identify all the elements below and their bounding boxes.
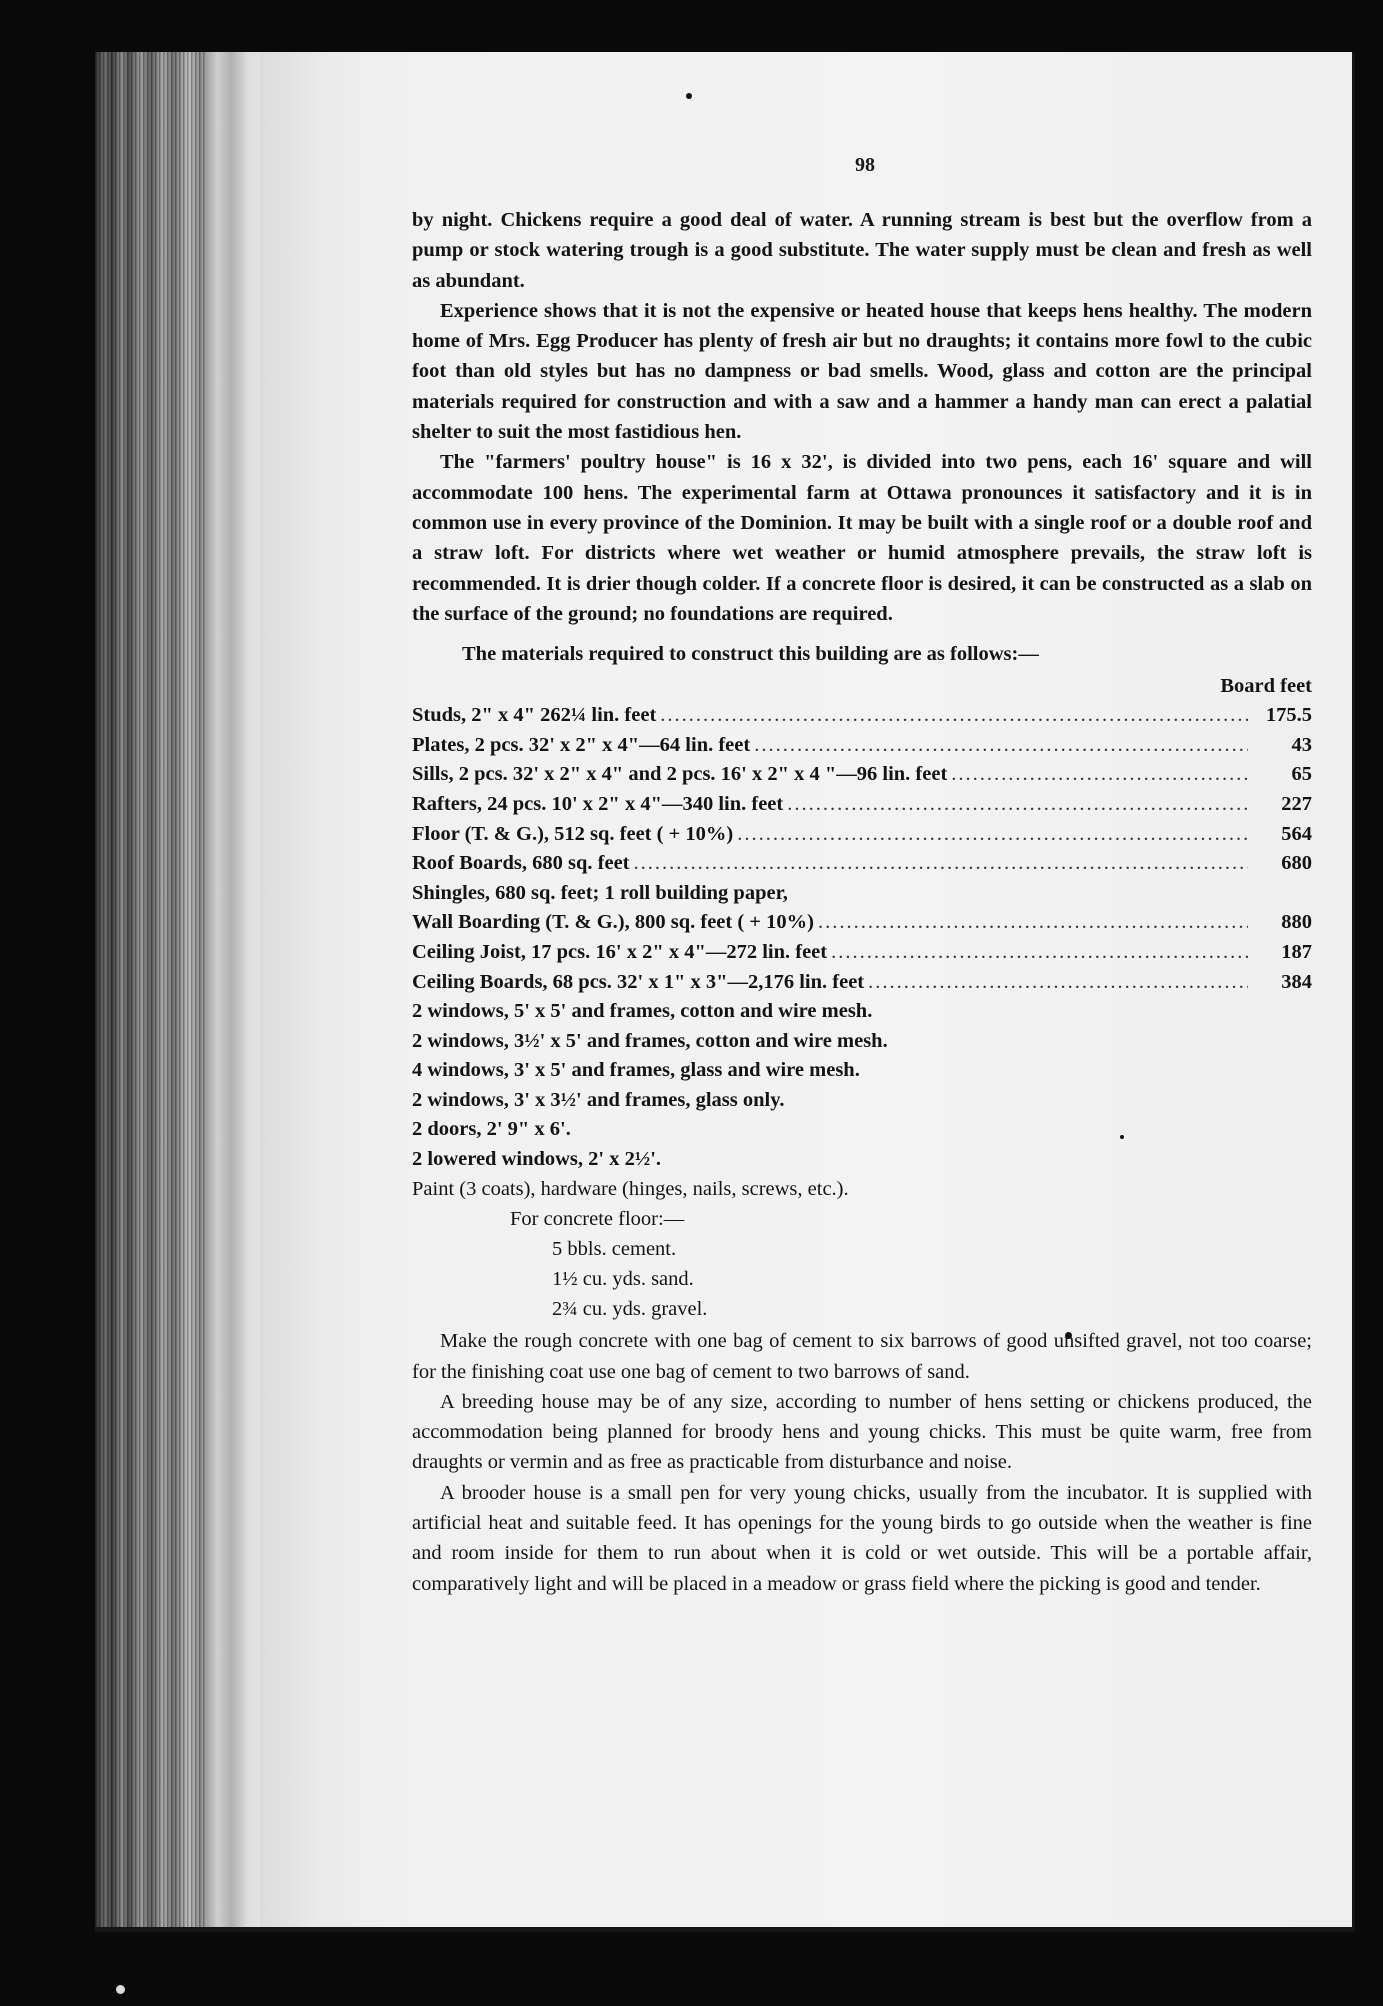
material-row — [412, 968, 1312, 998]
leader-dots — [737, 820, 1248, 850]
window-item: 2 windows, 5' x 5' and frames, cotton and wire mesh. — [412, 1000, 873, 1023]
material-item: Rafters, 24 pcs. 10' x 2" x 4"—340 lin. feet — [412, 792, 784, 815]
window-item: 2 windows, 3' x 3½' and frames, glass only. — [412, 1088, 785, 1111]
board-feet-value: 680 — [1281, 852, 1312, 875]
leader-dots — [754, 731, 1248, 761]
board-feet-value: 227 — [1281, 792, 1312, 815]
leader-dots — [951, 760, 1248, 790]
shingles-line: Shingles, 680 sq. feet; 1 roll building paper, — [412, 881, 788, 904]
board-feet-value: 187 — [1281, 940, 1312, 963]
board-feet-value: 175.5 — [1265, 704, 1312, 727]
paragraph: The "farmers' poultry house" is 16 x 32', is divided into two pens, each 16' square and will accommodate 100 hens. The experimental farm at Ottawa pronounces it satisfactory and it is in common use in every province of the Dominion. It may be built with a single roof or a double roof and a straw loft. For districts where wet weather or humid atmosphere prevails, the straw loft is recommended. It is drier though colder. If a concrete floor is desired, it can be constructed as a slab on the surface of the ground; no foundations are required. — [412, 451, 1312, 625]
board-feet-value: 880 — [1281, 911, 1312, 934]
leader-dots — [787, 790, 1248, 820]
concrete-item: 5 bbls. cement. — [552, 1238, 677, 1261]
material-row — [412, 731, 1312, 761]
window-item: 2 lowered windows, 2' x 2½'. — [412, 1148, 662, 1171]
concrete-item: 2¾ cu. yds. gravel. — [552, 1298, 708, 1321]
leader-dots — [868, 968, 1248, 998]
board-feet-value: 43 — [1291, 733, 1312, 756]
board-feet-value: 65 — [1291, 763, 1312, 786]
lower-paragraphs — [412, 1326, 1312, 1599]
paragraph: Experience shows that it is not the expensive or heated house that keeps hens healthy. The modern home of Mrs. Egg Producer has plenty of fresh air but no draughts; it contains more fowl to the cubic foot than old styles but has no dampness or bad smells. Wood, glass and cotton are the principal materials required for construction and with a saw and a hammer a handy man can erect a palatial shelter to suit the most fastidious hen. — [412, 299, 1312, 444]
concrete-heading: For concrete floor:— — [510, 1208, 685, 1231]
leader-dots — [831, 938, 1248, 968]
material-row — [412, 849, 1312, 879]
material-item: Ceiling Joist, 17 pcs. 16' x 2" x 4"—272 lin. feet — [412, 940, 828, 963]
board-feet-value: 384 — [1281, 970, 1312, 993]
window-item: 2 windows, 3½' x 5' and frames, cotton and wire mesh. — [412, 1029, 888, 1052]
paragraph: by night. Chickens require a good deal of water. A running stream is best but the overflow from a pump or stock watering trough is a good substitute. The water supply must be clean and fresh as well as abundant. — [412, 209, 1312, 292]
materials-intro: The materials required to construct this building are as follows:— — [462, 643, 1039, 666]
material-row — [412, 760, 1312, 790]
paragraph: A breeding house may be of any size, according to number of hens setting or chickens produced, the accommodation being planned for broody hens and young chicks. This must be quite warm, free from draughts or vermin and as free as practicable from disturbance and noise. — [412, 1390, 1312, 1474]
leader-dots — [818, 908, 1248, 938]
door-item: 2 doors, 2' 9" x 6'. — [412, 1118, 571, 1141]
material-item: Wall Boarding (T. & G.), 800 sq. feet ( + 10%) — [412, 911, 814, 934]
page-edge-lines — [95, 52, 205, 1927]
material-item: Floor (T. & G.), 512 sq. feet ( + 10%) — [412, 822, 734, 845]
material-item: Roof Boards, 680 sq. feet — [412, 852, 630, 875]
material-row — [412, 790, 1312, 820]
leader-dots — [634, 849, 1248, 879]
material-item: Plates, 2 pcs. 32' x 2" x 4"—64 lin. feet — [412, 733, 751, 756]
leader-dots — [660, 701, 1248, 731]
material-row — [412, 701, 1312, 731]
scan-speck — [686, 93, 692, 99]
concrete-item: 1½ cu. yds. sand. — [552, 1268, 694, 1291]
material-item: Ceiling Boards, 68 pcs. 32' x 1" x 3"—2,176 lin. feet — [412, 970, 865, 993]
material-item: Studs, 2" x 4" 262¼ lin. feet — [412, 704, 657, 727]
paragraph: A brooder house is a small pen for very young chicks, usually from the incubator. It is supplied with artificial heat and suitable feed. It has openings for the young birds to go outside when the weather is fine and room inside for them to run about when it is cold or wet outside. This will be a portable affair, comparatively light and will be placed in a meadow or grass field where the picking is good and tender. — [412, 1481, 1312, 1595]
scan-speck — [116, 1985, 125, 1994]
material-row — [412, 938, 1312, 968]
page-text — [412, 205, 1312, 1599]
material-item: Sills, 2 pcs. 32' x 2" x 4" and 2 pcs. 16' x 2" x 4 "—96 lin. feet — [412, 763, 948, 786]
window-item: 4 windows, 3' x 5' and frames, glass and wire mesh. — [412, 1059, 860, 1082]
material-row — [412, 908, 1312, 938]
board-feet-value: 564 — [1281, 822, 1312, 845]
paragraph: Make the rough concrete with one bag of cement to six barrows of good unsifted gravel, not too coarse; for the finishing coat use one bag of cement to two barrows of sand. — [412, 1330, 1312, 1383]
material-row — [412, 820, 1312, 850]
page-number: 98 — [855, 154, 875, 176]
paint-item: Paint (3 coats), hardware (hinges, nails, screws, etc.). — [412, 1177, 849, 1200]
board-feet-header: Board feet — [1220, 675, 1312, 698]
